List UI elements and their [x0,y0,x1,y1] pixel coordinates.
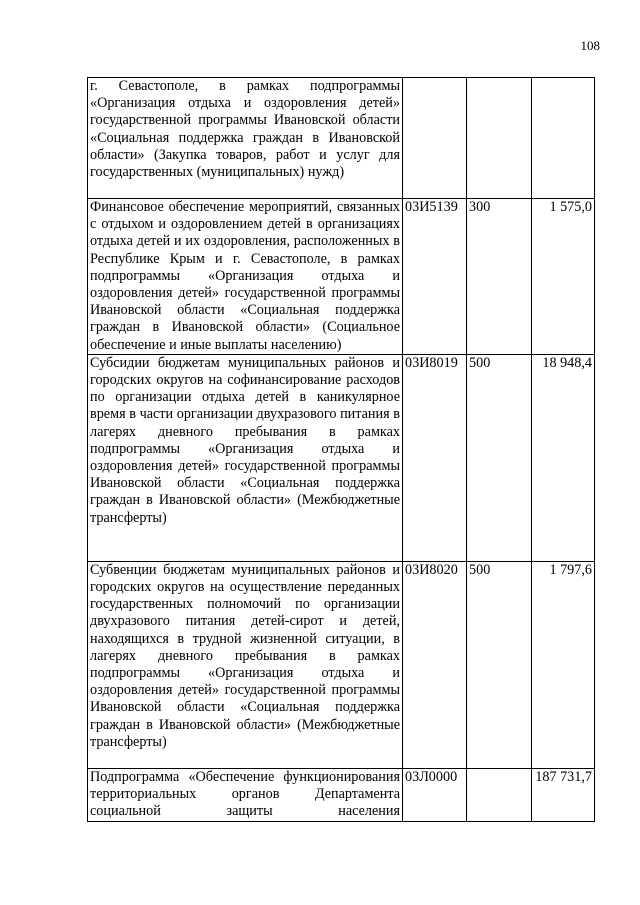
table-row [88,561,595,768]
row-code: 03Л0000 [403,768,467,821]
row-code: 03И8019 [403,354,467,561]
row-expense-type [467,78,532,199]
row-description: Субсидии бюджетам муниципальных районов и городских округов на софинансирование расходов по организации отдыха детей в каникулярное время в части организации двухразового питания в лагерях дневного пребывания в рамках подпрограммы «Организация отдыха и оздоровления детей» государственной программы Ивановской области «Социальная поддержка граждан в Ивановской области» (Межбюджетные трансферты) [88,354,403,561]
row-description: г. Севастополе, в рамках подпрограммы «Организация отдыха и оздоровления детей» государственной программы Ивановской области «Социальная поддержка граждан в Ивановской области» (Закупка товаров, работ и услуг для государственных (муниципальных) нужд) [88,78,403,199]
budget-table [87,77,595,822]
row-description: Подпрограмма «Обеспечение функционирования территориальных органов Департамента социальной защиты населения [88,768,403,821]
row-description: Субвенции бюджетам муниципальных районов и городских округов на осуществление переданных государственных полномочий по организации двухразового питания детей-сирот и детей, находящихся в трудной жизненной ситуации, в лагерях дневного пребывания в рамках подпрограммы «Организация отдыха и оздоровления детей» государственной программы Ивановской области «Социальная поддержка граждан в Ивановской области» (Межбюджетные трансферты) [88,561,403,768]
row-code: 03И8020 [403,561,467,768]
row-expense-type: 300 [467,199,532,355]
row-amount: 18 948,4 [532,354,595,561]
table-row [88,78,595,199]
row-amount: 1 575,0 [532,199,595,355]
row-description: Финансовое обеспечение мероприятий, связанных с отдыхом и оздоровлением детей в организациях отдыха детей и их оздоровления, расположенных в Республике Крым и г. Севастополе, в рамках подпрограммы «Организация отдыха и оздоровления детей» государственной программы Ивановской области «Социальная поддержка граждан в Ивановской области» (Социальное обеспечение и иные выплаты населению) [88,199,403,355]
row-code [403,78,467,199]
row-expense-type [467,768,532,821]
page-number: 108 [580,38,600,53]
table-row [88,768,595,821]
row-amount: 187 731,7 [532,768,595,821]
row-expense-type: 500 [467,354,532,561]
table-row [88,199,595,355]
row-expense-type: 500 [467,561,532,768]
row-amount [532,78,595,199]
table-row [88,354,595,561]
row-code: 03И5139 [403,199,467,355]
row-amount: 1 797,6 [532,561,595,768]
